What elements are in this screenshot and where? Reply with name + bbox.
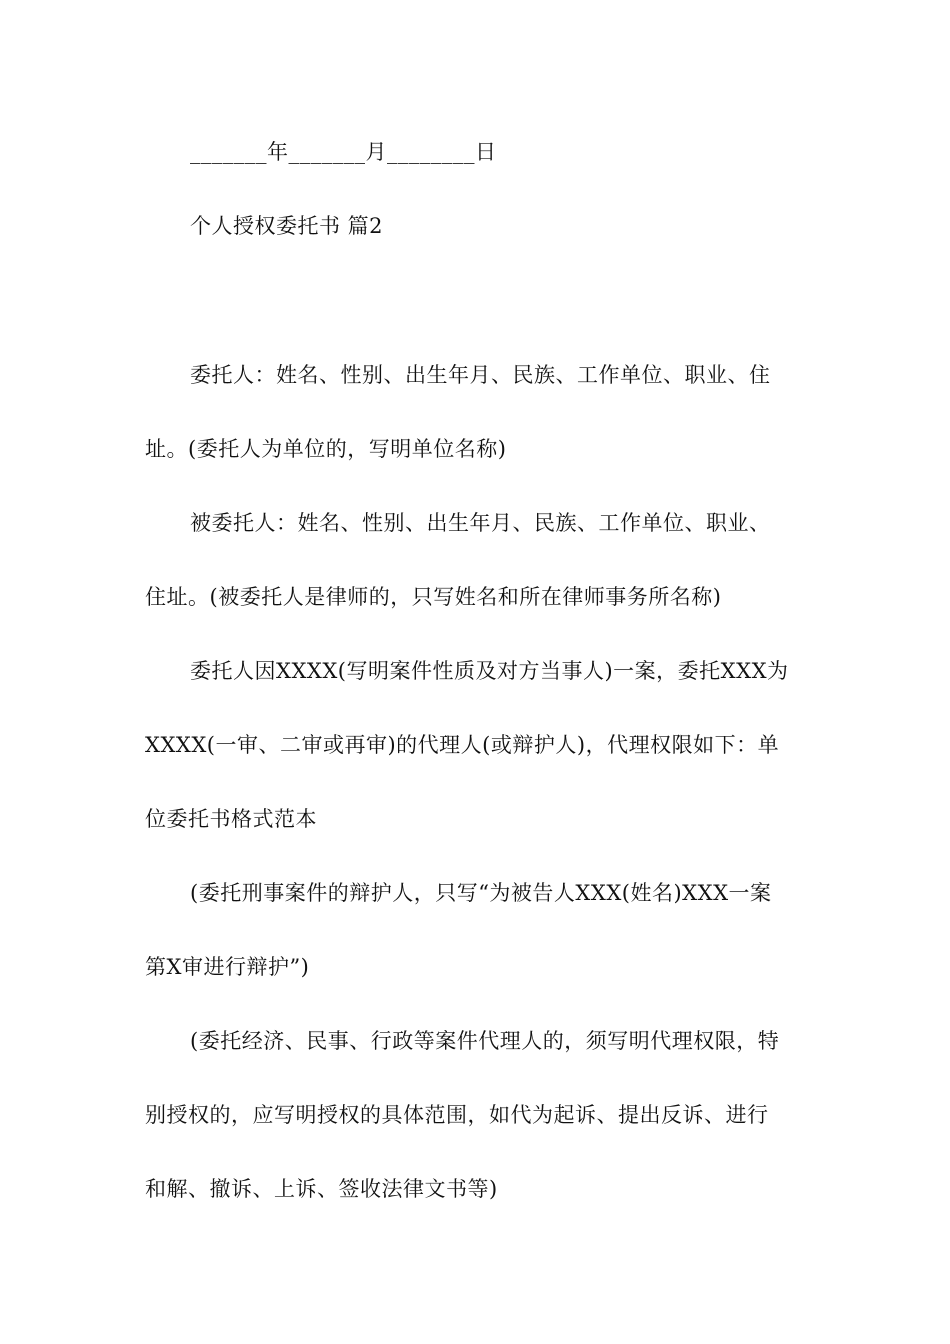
paragraph-line: XXXX(一审、二审或再审)的代理人(或辩护人)，代理权限如下：单 [145, 733, 780, 757]
paragraph-line: 被委托人：姓名、性别、出生年月、民族、工作单位、职业、 [190, 511, 771, 535]
paragraph-line: 址。(委托人为单位的，写明单位名称) [145, 437, 507, 461]
paragraph-line: 住址。(被委托人是律师的，只写姓名和所在律师事务所名称) [145, 585, 722, 609]
paragraph-line: (委托经济、民事、行政等案件代理人的，须写明代理权限，特 [190, 1029, 780, 1053]
paragraph-line: (委托刑事案件的辩护人，只写“为被告人XXX(姓名)XXX一案 [190, 881, 772, 905]
paragraph-line: 和解、撤诉、上诉、签收法律文书等) [145, 1177, 498, 1201]
date-line: _______年_______月________日 [190, 140, 497, 164]
paragraph-line: 委托人：姓名、性别、出生年月、民族、工作单位、职业、住 [190, 363, 771, 387]
paragraph-line: 别授权的，应写明授权的具体范围，如代为起诉、提出反诉、进行 [145, 1103, 769, 1127]
section-heading: 个人授权委托书 篇2 [190, 214, 384, 238]
paragraph-line: 位委托书格式范本 [145, 807, 317, 831]
paragraph-line: 第X审进行辩护”) [145, 955, 310, 979]
paragraph-line: 委托人因XXXX(写明案件性质及对方当事人)一案，委托XXX为 [190, 659, 789, 683]
